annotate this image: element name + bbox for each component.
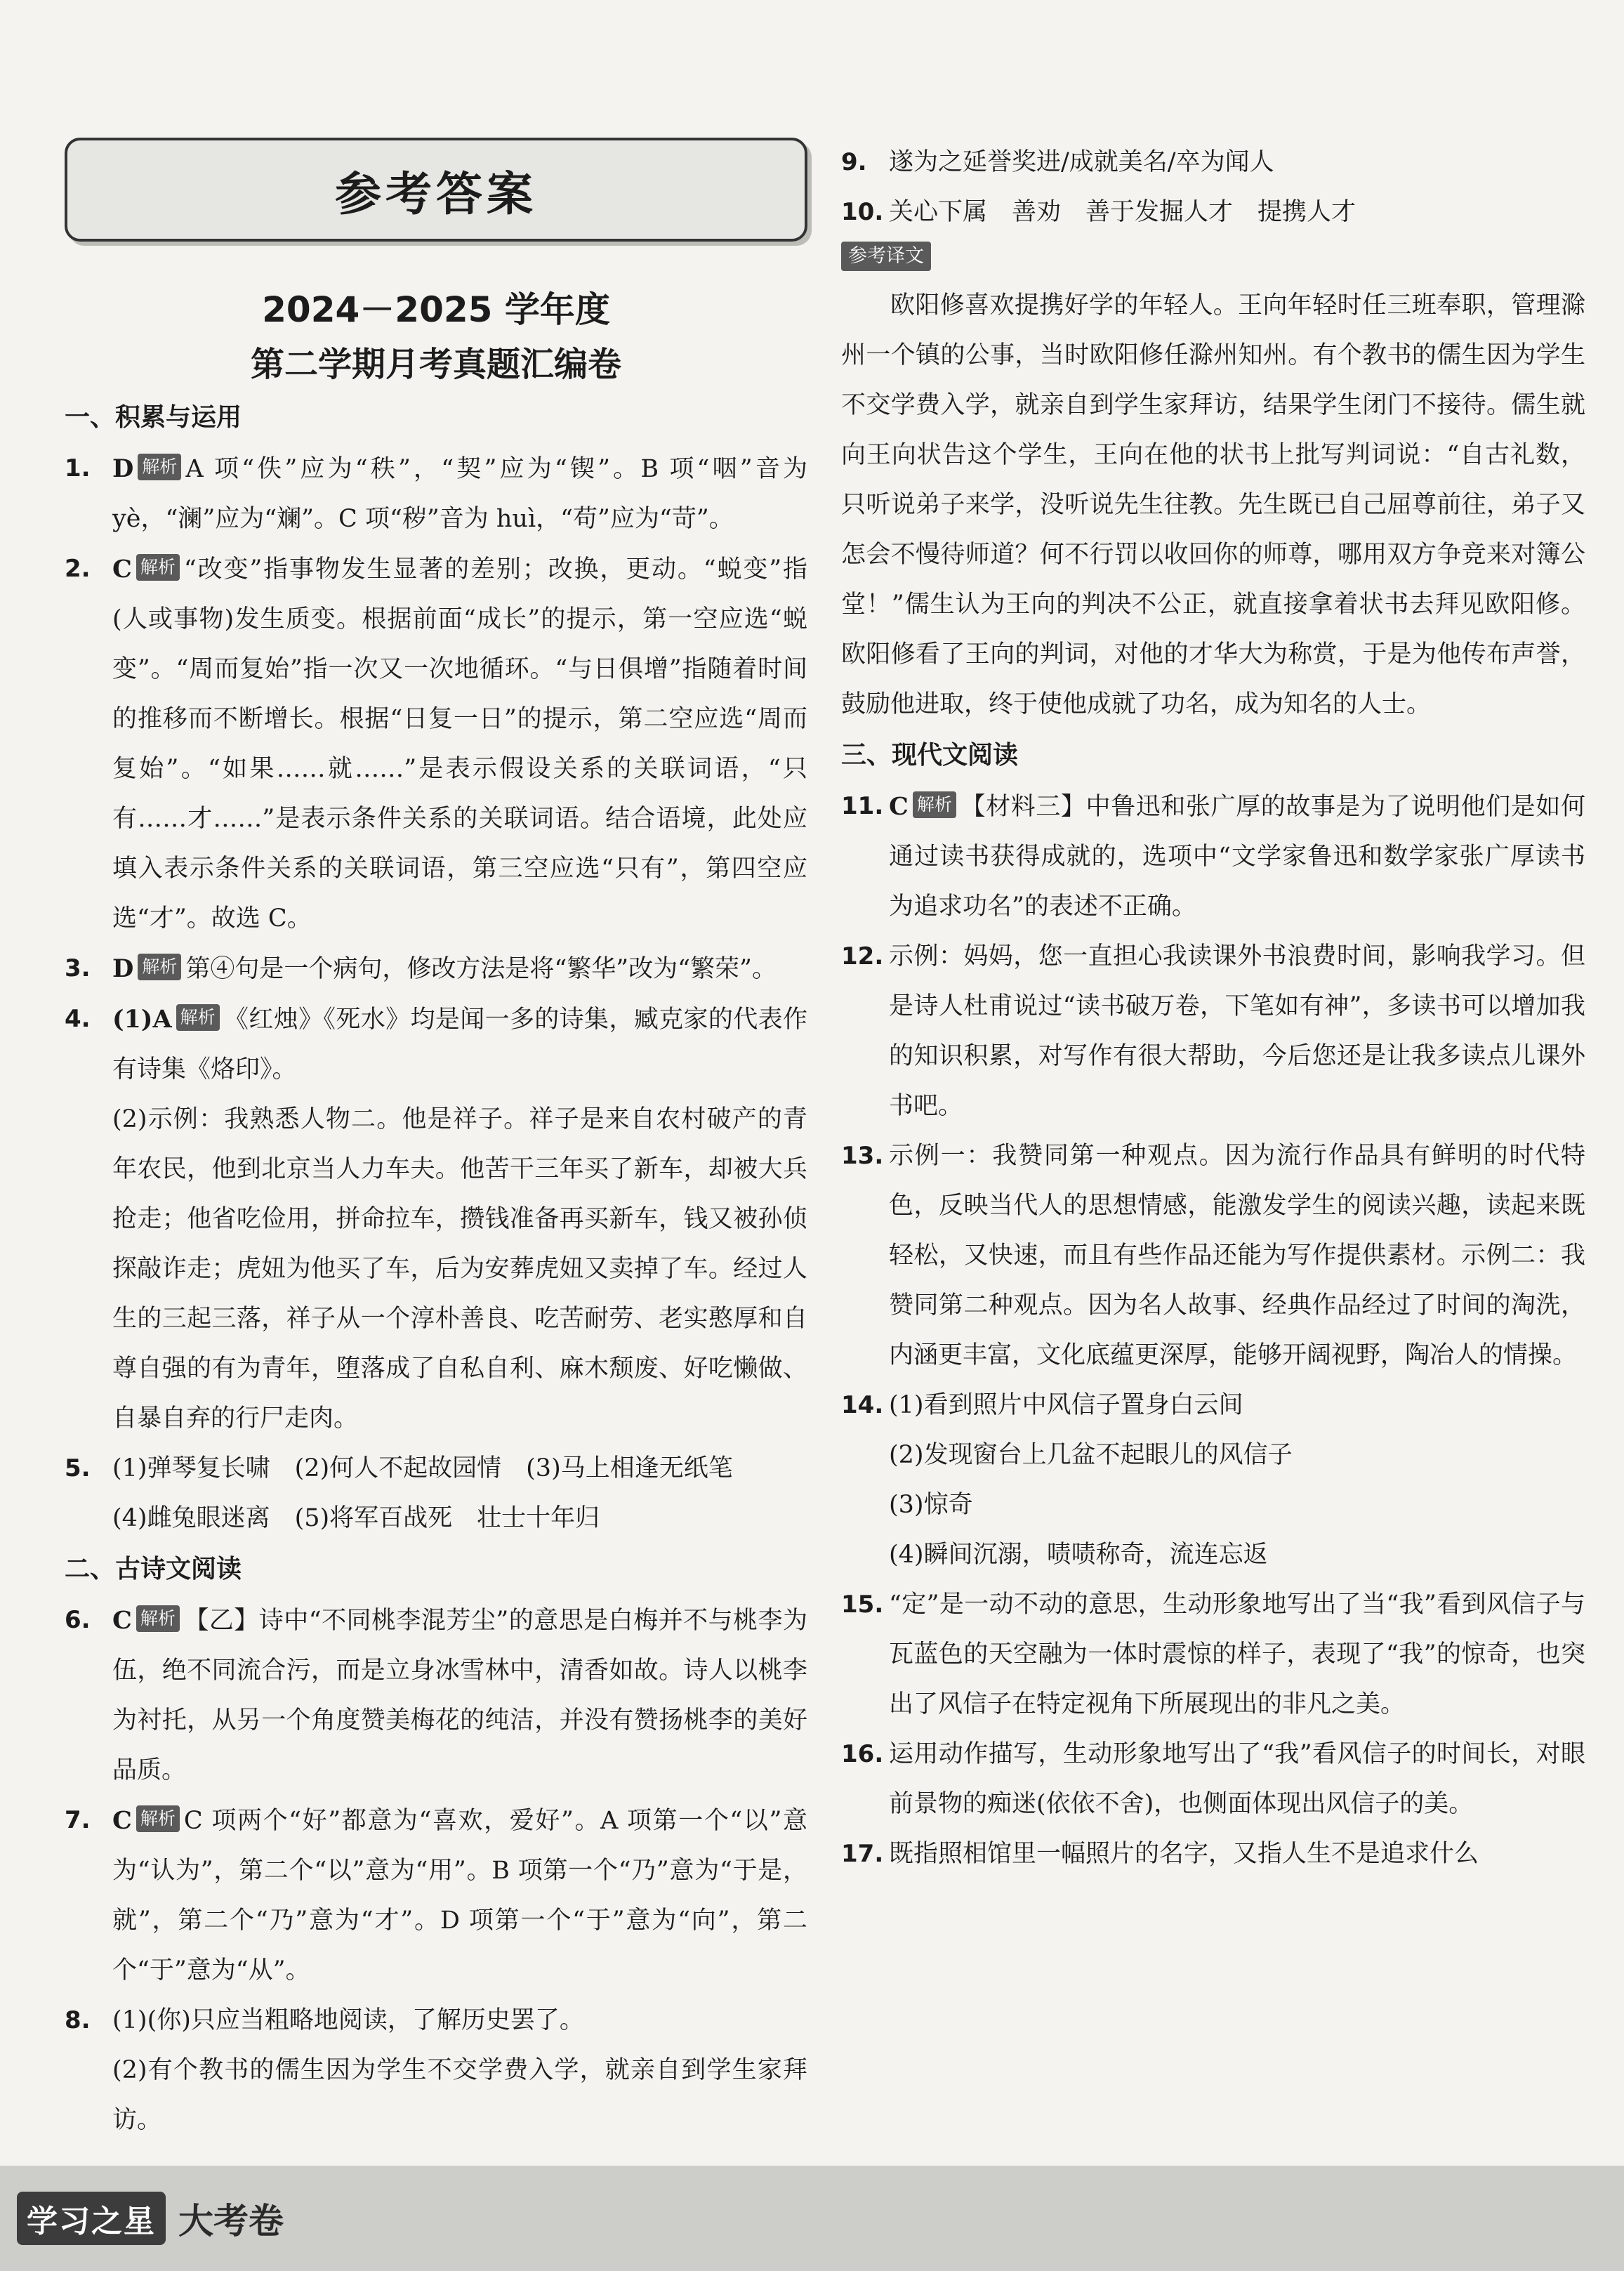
analysis-tag: 解析 [176, 1004, 220, 1031]
answer-letter: C [112, 1806, 132, 1835]
series-name: 大考卷 [178, 2201, 284, 2242]
answer-text: 既指照相馆里一幅照片的名字，又指人生不是追求什么 [889, 1840, 1479, 1868]
answer-item-3 [65, 944, 807, 994]
answer-item-17 [841, 1829, 1585, 1879]
question-number: 17. [841, 1840, 884, 1868]
right-column [841, 138, 1585, 1879]
question-number: 15. [841, 1591, 884, 1619]
answer-text: 示例一：我赞同第一种观点。因为流行作品具有鲜明的时代特色，反映当代人的思想情感，能激发学生的阅读兴趣，读起来既轻松，又快速，而且有些作品还能为写作提供素材。示例二：我赞同第二种观点。因为名人故事、经典作品经过了时间的淘洗，内涵更丰富，文化底蕴更深厚，能够开阔视野，陶冶人的情操。 [889, 1142, 1585, 1369]
answer-text: 《红烛》《死水》均是闻一多的诗集，臧克家的代表作有诗集《烙印》。 [112, 1006, 807, 1084]
question-number: 10. [841, 198, 884, 226]
answer-text: “改变”指事物发生显著的差别；改换，更动。“蜕变”指(人或事物)发生质变。根据前面“成长”的提示，第一空应选“蜕变”。“周而复始”指一次又一次地循环。“与日俱增”指随着时间的推移而不断增长。根据“日复一日”的提示，第二空应选“周而复始”。“如果……就……”是表示假设关系的关联词语，“只有……才……”是表示条件关系的关联词语。结合语境，此处应填入表示条件关系的关联词语，第三空应选“只有”，第四空应选“才”。故选 C。 [112, 555, 807, 933]
analysis-tag: 解析 [913, 791, 956, 818]
paper-subtitle: 第二学期月考真题汇编卷 [250, 345, 621, 384]
question-number: 9. [841, 148, 867, 176]
answer-text: (2)有个教书的儒生因为学生不交学费入学，就亲自到学生家拜访。 [112, 2056, 807, 2134]
translation-tag: 参考译文 [841, 242, 931, 271]
answer-text: (3)惊奇 [889, 1491, 973, 1519]
section-heading-1: 一、积累与运用 [65, 403, 242, 432]
answer-item-13 [841, 1131, 1585, 1381]
question-number: 6. [65, 1606, 91, 1634]
answer-item-8 [65, 1996, 807, 2145]
question-number: 4. [65, 1005, 91, 1033]
question-number: 14. [841, 1391, 884, 1419]
answer-text: (4)瞬间沉溺，啧啧称奇，流连忘返 [889, 1541, 1268, 1569]
translation-text: 欧阳修喜欢提携好学的年轻人。王向年轻时任三班奉职，管理滁州一个镇的公事，当时欧阳修任滁州知州。有个教书的儒生因为学生不交学费入学，就亲自到学生家拜访，结果学生闭门不接待。儒生就向王向状告这个学生，王向在他的状书上批写判词说：“自古礼数，只听说弟子来学，没听说先生往教。先生既已自己屈尊前往，弟子又怎会不慢待师道？何不行罚以收回你的师尊，哪用双方争竞来对簿公堂！”儒生认为王向的判决不公正，就直接拿着状书去拜见欧阳修。欧阳修看了王向的判词，对他的才华大为称赏，于是为他传布声誉，鼓励他进取，终于使他成就了功名，成为知名的人士。 [841, 291, 1585, 718]
answer-text: (1)(你)只应当粗略地阅读，了解历史罢了。 [112, 2006, 584, 2034]
answer-text: (1)看到照片中风信子置身白云间 [889, 1391, 1243, 1419]
answer-item-11 [841, 782, 1585, 932]
page-title: 参考答案 [65, 138, 807, 242]
answer-item-15 [841, 1580, 1585, 1730]
analysis-tag: 解析 [138, 954, 181, 980]
question-number: 16. [841, 1740, 884, 1768]
answer-text: A 项“佚”应为“秩”，“契”应为“锲”。B 项“咽”音为 yè，“澜”应为“斓”。C 项“秽”音为 huì，“苟”应为“苛”。 [112, 455, 807, 533]
question-number: 2. [65, 555, 91, 583]
question-number: 11. [841, 792, 884, 820]
answer-item-5 [65, 1444, 807, 1543]
question-number: 12. [841, 942, 884, 970]
answer-text: 遂为之延誉奖进/成就美名/卒为闻人 [889, 148, 1274, 176]
answer-letter: C [112, 1606, 132, 1635]
answer-text: (2)示例：我熟悉人物二。他是祥子。祥子是来自农村破产的青年农民，他到北京当人力车夫。他苦干三年买了新车，却被大兵抢走；他省吃俭用，拼命拉车，攒钱准备再买新车，钱又被孙侦探敲诈走；虎妞为他买了车，后为安葬虎妞又卖掉了车。经过人生的三起三落，祥子从一个淳朴善良、吃苦耐劳、老实憨厚和自尊自强的有为青年，堕落成了自私自利、麻木颓废、好吃懒做、自暴自弃的行尸走肉。 [112, 1105, 807, 1433]
answer-text: 【材料三】中鲁迅和张广厚的故事是为了说明他们是如何通过读书获得成就的，选项中“文学家鲁迅和数学家张广厚读书为追求功名”的表述不正确。 [889, 793, 1585, 921]
answer-item-1 [65, 444, 807, 544]
answer-text: 【乙】诗中“不同桃李混芳尘”的意思是白梅并不与桃李为伍，绝不同流合污，而是立身冰雪林中，清香如故。诗人以桃李为衬托，从另一个角度赞美梅花的纯洁，并没有赞扬桃李的美好品质。 [112, 1607, 807, 1784]
question-number: 8. [65, 2006, 91, 2034]
footer-bar [0, 2166, 1624, 2271]
answer-text: (2)发现窗台上几盆不起眼儿的风信子 [889, 1441, 1293, 1469]
question-number: 3. [65, 954, 91, 982]
answer-letter: (1)A [112, 1005, 172, 1034]
answer-letter: D [112, 954, 134, 983]
answer-text: 第④句是一个病句，修改方法是将“繁华”改为“繁荣”。 [185, 955, 777, 983]
school-year: 2024－2025 学年度 [262, 289, 610, 330]
question-number: 13. [841, 1142, 884, 1170]
answer-text: C 项两个“好”都意为“喜欢，爱好”。A 项第一个“以”意为“认为”，第二个“以”意为“用”。B 项第一个“乃”意为“于是，就”，第二个“乃”意为“才”。D 项第一个“于”意为“向”，第二个“于”意为“从”。 [112, 1807, 807, 1984]
answer-item-7 [65, 1796, 807, 1996]
answer-text: “定”是一动不动的意思，生动形象地写出了当“我”看到风信子与瓦蓝色的天空融为一体时震惊的样子，表现了“我”的惊奇，也突出了风信子在特定视角下所展现出的非凡之美。 [889, 1591, 1585, 1718]
analysis-tag: 解析 [136, 1805, 180, 1832]
answer-letter: D [112, 454, 134, 483]
answer-text: 示例：妈妈，您一直担心我读课外书浪费时间，影响我学习。但是诗人杜甫说过“读书破万卷，下笔如有神”，多读书可以增加我的知识积累，对写作有很大帮助，今后您还是让我多读点儿课外书吧。 [889, 942, 1585, 1120]
brand-logo: 学习之星 [17, 2192, 166, 2245]
answer-item-14 [841, 1381, 1585, 1580]
analysis-tag: 解析 [138, 454, 181, 480]
answer-item-2 [65, 544, 807, 944]
answer-item-4 [65, 994, 807, 1444]
left-column [65, 138, 807, 2145]
answer-item-6 [65, 1595, 807, 1796]
answer-text: (4)雌兔眼迷离 (5)将军百战死 壮士十年归 [112, 1504, 600, 1532]
question-number: 7. [65, 1806, 91, 1834]
section-heading-3: 三、现代文阅读 [841, 741, 1019, 770]
answer-item-12 [841, 932, 1585, 1131]
question-number: 1. [65, 454, 91, 482]
analysis-tag: 解析 [136, 554, 180, 581]
answer-letter: C [112, 555, 132, 584]
answer-text: (1)弹琴复长啸 (2)何人不起故园情 (3)马上相逢无纸笔 [112, 1454, 733, 1482]
analysis-tag: 解析 [136, 1605, 180, 1632]
answer-letter: C [889, 792, 909, 821]
answer-text: 运用动作描写，生动形象地写出了“我”看风信子的时间长，对眼前景物的痴迷(依依不舍)，也侧面体现出风信子的美。 [889, 1740, 1585, 1818]
section-heading-2: 二、古诗文阅读 [65, 1555, 242, 1584]
answer-item-9 [841, 138, 1585, 187]
answer-item-10 [841, 187, 1585, 237]
answer-item-16 [841, 1730, 1585, 1829]
question-number: 5. [65, 1454, 91, 1482]
answer-text: 关心下属 善劝 善于发掘人才 提携人才 [889, 198, 1356, 226]
